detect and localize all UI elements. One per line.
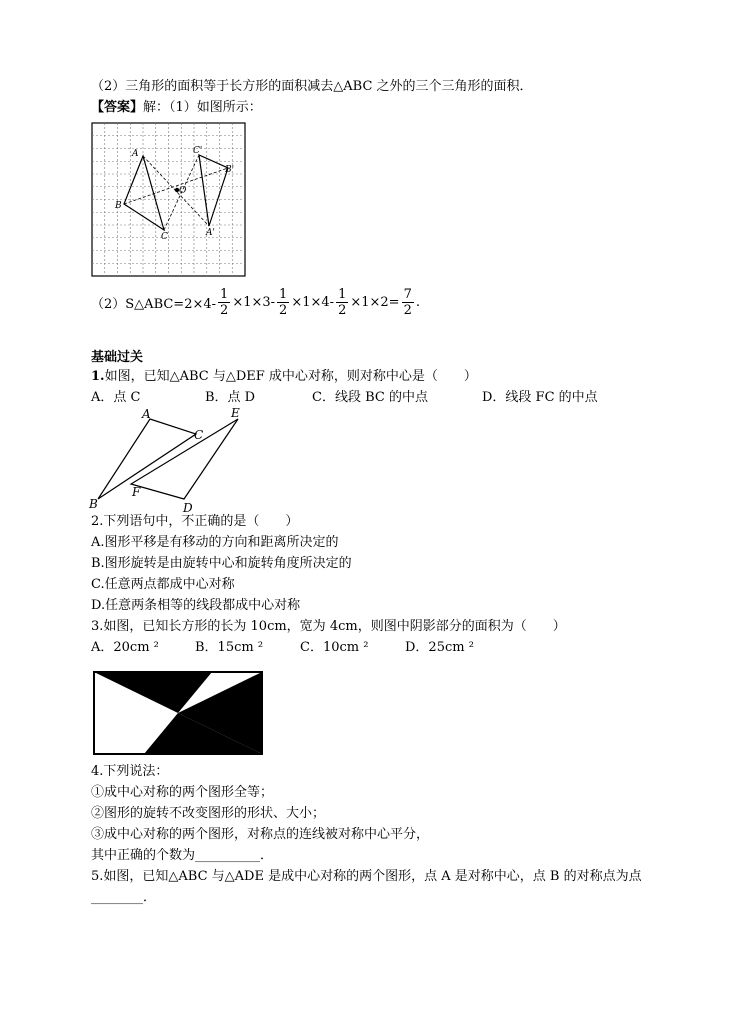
fraction-denominator: 2: [220, 303, 229, 318]
q3-option-a[interactable]: A．20cm ²: [91, 640, 159, 655]
formula-prefix: （2）S△ABC=2×4-: [91, 297, 217, 312]
question-5: 5.如图，已知△ABC 与△ADE 是成中心对称的两个图形，点 A 是对称中心，点 B 的对称点为点: [91, 869, 642, 884]
fraction-numerator: 1: [279, 287, 288, 302]
fraction-2: [277, 287, 289, 318]
section-title: 基础过关: [91, 350, 144, 365]
label-c: C: [161, 232, 168, 242]
fraction-4: [402, 287, 414, 318]
area-formula: [91, 287, 420, 318]
question-number: 1.: [91, 369, 105, 384]
question-text: 如图，已知△ABC 与△DEF 成中心对称，则对称中心是（ ）: [104, 369, 477, 384]
fraction-1: [218, 287, 230, 318]
q4-statement-1: ①成中心对称的两个图形全等；: [91, 785, 274, 800]
fraction-denominator: 2: [279, 303, 288, 318]
q5-answer-blank[interactable]: ________．: [91, 890, 157, 905]
q1-option-d[interactable]: D．线段 FC 的中点: [482, 390, 598, 405]
triangle-abc: [98, 419, 196, 499]
label-a-prime: A': [206, 228, 215, 238]
fraction-numerator: 1: [338, 287, 347, 302]
q1-option-a[interactable]: A．点 C: [91, 390, 141, 405]
formula-mid-1: ×1×3-: [232, 295, 276, 310]
label-b-prime: B': [225, 165, 235, 175]
q4-statement-3: ③成中心对称的两个图形，对称点的连线被对称中心平分，: [91, 827, 430, 842]
label-o: O: [179, 186, 187, 196]
answer-text: 解：（1）如图所示：: [143, 100, 262, 115]
intro-line: （2）三角形的面积等于长方形的面积减去△ABC 之外的三个三角形的面积．: [91, 79, 533, 94]
q1-option-c[interactable]: C．线段 BC 的中点: [312, 390, 428, 405]
label-a: A: [142, 407, 151, 421]
fraction-denominator: 2: [403, 303, 412, 318]
question-4: 4.下列说法：: [91, 764, 169, 779]
label-f: F: [132, 485, 141, 499]
fraction-3: [336, 287, 348, 318]
q4-answer-blank[interactable]: 其中正确的个数为__________．: [91, 848, 274, 863]
fraction-numerator: 1: [220, 287, 229, 302]
label-a: A: [132, 149, 139, 159]
q3-option-c[interactable]: C．10cm ²: [300, 640, 369, 655]
answer-line: [91, 99, 262, 117]
q1-option-b[interactable]: B．点 D: [205, 390, 256, 405]
q4-statement-2: ②图形的旋转不改变图形的形状、大小；: [91, 806, 326, 821]
q2-option-b[interactable]: B.图形旋转是由旋转中心和旋转角度所决定的: [91, 556, 352, 571]
q2-option-c[interactable]: C.任意两点都成中心对称: [91, 577, 235, 592]
q2-option-a[interactable]: A.图形平移是有移动的方向和距离所决定的: [91, 535, 339, 550]
label-e: E: [231, 406, 240, 420]
formula-suffix: .: [415, 295, 420, 310]
answer-tag: 【答案】: [91, 100, 144, 115]
question-3: 3.如图，已知长方形的长为 10cm，宽为 4cm，则图中阴影部分的面积为（ ）: [91, 619, 566, 634]
label-d: D: [183, 501, 193, 515]
label-b: B: [115, 201, 122, 211]
q2-option-d[interactable]: D.任意两条相等的线段都成中心对称: [91, 598, 301, 613]
formula-mid-2: ×1×4-: [291, 295, 335, 310]
fraction-numerator: 7: [403, 287, 412, 302]
formula-mid-3: ×1×2=: [350, 295, 400, 310]
fraction-denominator: 2: [338, 303, 347, 318]
label-b: B: [89, 497, 98, 511]
q3-rectangle-figure: [92, 670, 264, 756]
grid-figure: [91, 122, 247, 278]
triangle-def: [131, 419, 238, 499]
label-c: C: [194, 428, 204, 442]
label-c-prime: C': [193, 146, 203, 156]
q3-option-d[interactable]: D．25cm ²: [405, 640, 474, 655]
q1-figure: [86, 404, 256, 516]
question-1: [91, 368, 477, 386]
question-2: 2.下列语句中，不正确的是（ ）: [91, 514, 299, 529]
q3-option-b[interactable]: B．15cm ²: [195, 640, 264, 655]
